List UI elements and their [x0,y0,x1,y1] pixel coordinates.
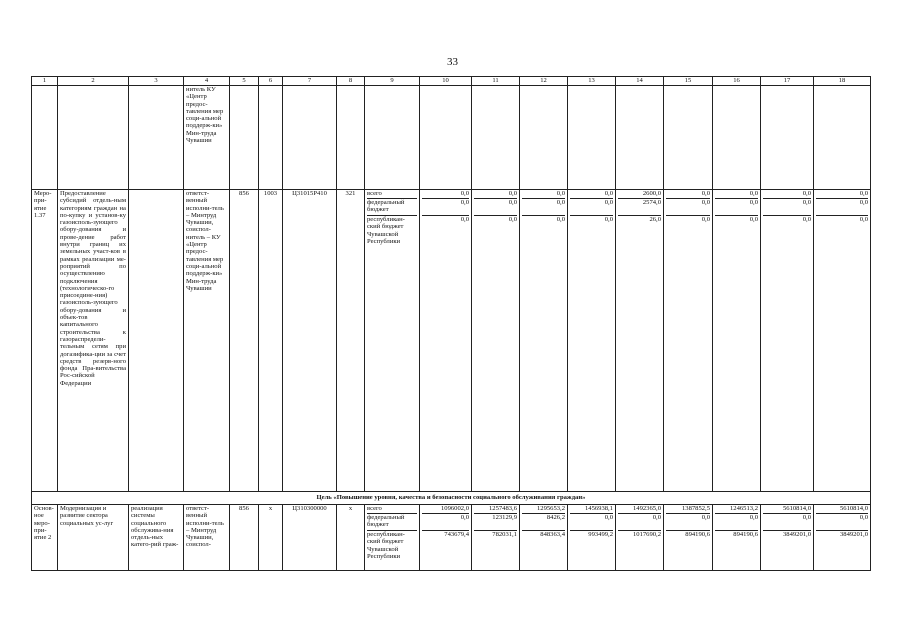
year-values [472,190,520,492]
year-values [420,505,472,571]
year-values [520,190,568,492]
value: 0,0 [474,190,517,199]
value: 0,0 [763,190,811,199]
value: 0,0 [460,216,469,223]
value: 0,0 [618,514,661,531]
header-cell: 14 [616,77,664,86]
year-values [664,190,713,492]
funding-sources [365,190,420,492]
value: 0,0 [666,190,710,199]
value: 5610814,0 [816,505,868,514]
value: 0,0 [701,216,710,223]
value: 743679,4 [444,531,469,538]
value: 0,0 [474,199,517,216]
year-values [472,505,520,571]
value: 894190,6 [733,531,758,538]
source-label: всего [367,505,417,514]
executor-cell: ответст-венный исполни-тель – Минтруд Чувашии, соиспол-нитель – КУ «Центр предос-тавления мер соци-альной поддерж-ки» Мин-труда Чувашии [184,190,230,492]
source-label: республикан-ский бюджет Чувашской Республики [367,531,405,560]
value: 0,0 [715,199,758,216]
value: 0,0 [802,216,811,223]
header-cell: 12 [520,77,568,86]
year-values [761,190,814,492]
value: 0,0 [570,199,613,216]
value: 26,0 [649,216,661,223]
value: 0,0 [522,190,565,199]
year-values [814,505,871,571]
header-cell: 9 [365,77,420,86]
grbs-code: 856 [230,190,259,492]
value: 0,0 [816,190,868,199]
value: 0,0 [859,216,868,223]
measure-label: Основ-ное меро-при-ятие 2 [32,505,58,571]
measure-result: реализация системы социального обслужива-ния отдель-ных катего-рий граж- [129,505,184,571]
measure-name: Предоставление субсидий отдель-ным категориям граждан на по-купку и установ-ку газоисполь-зующего обору-дования и прове-дение работ внутри границ их земельных участ-ков в рамках реализации ме-роприятий по осуществлению подключения (технологическо-го присоедине-ния) газоисполь-зующего обору-дования и объек-тов капитального строительства к газораспредели-тельным сетям при догазифика-ции за счет средств резерв-ного фонда Пра-вительства Рос-сийской Федерации [58,190,129,492]
value: 0,0 [570,190,613,199]
header-cell: 1 [32,77,58,86]
value: 0,0 [522,199,565,216]
target-article: Ц31015Р410 [283,190,337,492]
year-values [420,190,472,492]
value: 2600,0 [618,190,661,199]
header-cell: 8 [337,77,365,86]
year-values [664,505,713,571]
year-values [520,505,568,571]
expense-type: 321 [337,190,365,492]
value: 0,0 [715,190,758,199]
value: 0,0 [508,216,517,223]
year-values [713,190,761,492]
header-cell: 15 [664,77,713,86]
value: 0,0 [604,216,613,223]
goal-heading: Цель «Повышение уровня, качества и безопасности социального обслуживания граждан» [32,492,871,505]
year-values [616,505,664,571]
header-cell: 4 [184,77,230,86]
value: 3849201,0 [782,531,811,538]
section-code: 1003 [259,190,283,492]
source-label: федеральный бюджет [367,199,417,216]
value: 1246513,2 [715,505,758,514]
header-cell: 5 [230,77,259,86]
year-values [568,190,616,492]
value: 0,0 [666,514,710,531]
continuation-row [32,86,871,190]
value: 782031,1 [492,531,517,538]
measure-result [129,190,184,492]
measure-name: Модернизация и развитие сектора социальных ус-луг [58,505,129,571]
header-cell: 16 [713,77,761,86]
header-cell: 10 [420,77,472,86]
header-cell: 11 [472,77,520,86]
header-row [32,77,871,86]
value: 0,0 [816,199,868,216]
executor-cell: нитель КУ «Центр предос-тавления мер соци-альной поддерж-ки» Мин-труда Чувашии [184,86,230,190]
year-values [616,190,664,492]
header-cell: 3 [129,77,184,86]
value: 123129,9 [474,514,517,531]
table-row [32,190,871,492]
value: 3849201,0 [839,531,868,538]
value: 0,0 [422,514,469,531]
section-code: х [259,505,283,571]
measure-label: Меро-при-ятие 1.37 [32,190,58,492]
goal-row [32,492,871,505]
executor-cell: ответст-венный исполни-тель – Минтруд Чувашии, соиспол- [184,505,230,571]
header-cell: 6 [259,77,283,86]
year-values [761,505,814,571]
value: 1096002,0 [422,505,469,514]
value: 0,0 [715,514,758,531]
expense-type: х [337,505,365,571]
value: 0,0 [749,216,758,223]
page-number: 33 [447,56,458,68]
source-label: федеральный бюджет [367,514,417,531]
value: 8426,2 [522,514,565,531]
value: 0,0 [556,216,565,223]
value: 0,0 [763,199,811,216]
value: 2574,0 [618,199,661,216]
value: 0,0 [816,514,868,531]
program-table [31,76,871,571]
target-article: Ц310300000 [283,505,337,571]
value: 1257483,6 [474,505,517,514]
value: 0,0 [666,199,710,216]
header-cell: 2 [58,77,129,86]
header-cell: 17 [761,77,814,86]
value: 1387852,5 [666,505,710,514]
value: 0,0 [763,514,811,531]
value: 894190,6 [685,531,710,538]
value: 1017690,2 [632,531,661,538]
header-cell: 13 [568,77,616,86]
table-row [32,505,871,571]
funding-sources [365,505,420,571]
value: 1456938,1 [570,505,613,514]
value: 5610814,0 [763,505,811,514]
value: 0,0 [570,514,613,531]
value: 993499,2 [588,531,613,538]
year-values [814,190,871,492]
value: 1295653,2 [522,505,565,514]
source-label: республикан-ский бюджет Чувашской Республики [367,216,405,245]
year-values [713,505,761,571]
value: 848363,4 [540,531,565,538]
value: 0,0 [422,190,469,199]
value: 1492365,0 [618,505,661,514]
grbs-code: 856 [230,505,259,571]
header-cell: 7 [283,77,337,86]
year-values [568,505,616,571]
source-label: всего [367,190,417,199]
header-cell: 18 [814,77,871,86]
value: 0,0 [422,199,469,216]
